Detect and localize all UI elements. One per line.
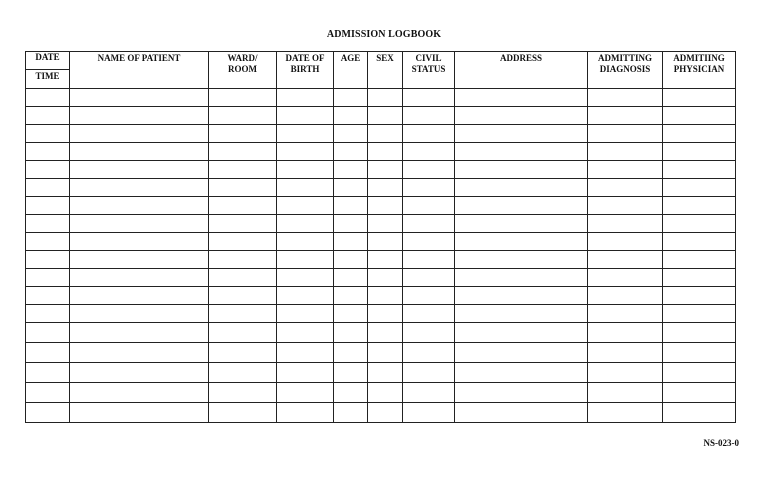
entry-cell-diagnosis[interactable]: [588, 251, 663, 269]
entry-cell-physician[interactable]: [663, 233, 736, 251]
entry-cell-age[interactable]: [334, 403, 368, 423]
entry-cell-age[interactable]: [334, 233, 368, 251]
entry-cell-dob[interactable]: [277, 107, 334, 125]
entry-cell-age[interactable]: [334, 125, 368, 143]
entry-cell-sex[interactable]: [368, 287, 403, 305]
entry-cell-civil[interactable]: [403, 383, 455, 403]
entry-cell-dob[interactable]: [277, 323, 334, 343]
entry-cell-address[interactable]: [455, 269, 588, 287]
entry-cell-address[interactable]: [455, 363, 588, 383]
entry-cell-name[interactable]: [70, 233, 209, 251]
entry-cell-name[interactable]: [70, 403, 209, 423]
entry-cell-ward[interactable]: [209, 363, 277, 383]
entry-cell-address[interactable]: [455, 161, 588, 179]
entry-cell-address[interactable]: [455, 287, 588, 305]
entry-cell-civil[interactable]: [403, 215, 455, 233]
entry-cell-diagnosis[interactable]: [588, 161, 663, 179]
entry-cell-ward[interactable]: [209, 323, 277, 343]
column-header-address: ADDRESS: [455, 52, 588, 89]
entry-cell-address[interactable]: [455, 197, 588, 215]
table-row: [26, 269, 736, 287]
entry-cell-diagnosis[interactable]: [588, 269, 663, 287]
entry-cell-date-time[interactable]: [26, 251, 70, 269]
entry-cell-physician[interactable]: [663, 179, 736, 197]
entry-cell-diagnosis[interactable]: [588, 383, 663, 403]
entry-cell-date-time[interactable]: [26, 125, 70, 143]
entry-cell-sex[interactable]: [368, 343, 403, 363]
entry-cell-physician[interactable]: [663, 269, 736, 287]
entry-cell-civil[interactable]: [403, 89, 455, 107]
entry-cell-physician[interactable]: [663, 383, 736, 403]
entry-cell-diagnosis[interactable]: [588, 233, 663, 251]
entry-cell-physician[interactable]: [663, 287, 736, 305]
entry-cell-dob[interactable]: [277, 363, 334, 383]
table-row: [26, 197, 736, 215]
entry-cell-physician[interactable]: [663, 215, 736, 233]
table-row: [26, 343, 736, 363]
entry-cell-date-time[interactable]: [26, 89, 70, 107]
entry-cell-address[interactable]: [455, 323, 588, 343]
entry-cell-ward[interactable]: [209, 215, 277, 233]
entry-cell-age[interactable]: [334, 89, 368, 107]
entry-cell-age[interactable]: [334, 343, 368, 363]
entry-cell-name[interactable]: [70, 343, 209, 363]
entry-cell-date-time[interactable]: [26, 143, 70, 161]
entry-cell-name[interactable]: [70, 89, 209, 107]
table-row: [26, 161, 736, 179]
entry-cell-sex[interactable]: [368, 269, 403, 287]
entry-cell-sex[interactable]: [368, 383, 403, 403]
entry-cell-physician[interactable]: [663, 197, 736, 215]
entry-cell-name[interactable]: [70, 161, 209, 179]
entry-cell-name[interactable]: [70, 107, 209, 125]
entry-cell-address[interactable]: [455, 107, 588, 125]
entry-cell-name[interactable]: [70, 197, 209, 215]
entry-cell-age[interactable]: [334, 143, 368, 161]
entry-cell-civil[interactable]: [403, 403, 455, 423]
entry-cell-civil[interactable]: [403, 323, 455, 343]
page-title: ADMISSION LOGBOOK: [326, 29, 442, 40]
entry-cell-physician[interactable]: [663, 89, 736, 107]
entry-cell-diagnosis[interactable]: [588, 197, 663, 215]
entry-cell-dob[interactable]: [277, 233, 334, 251]
table-row: [26, 125, 736, 143]
entry-cell-physician[interactable]: [663, 403, 736, 423]
entry-cell-address[interactable]: [455, 215, 588, 233]
entry-cell-date-time[interactable]: [26, 305, 70, 323]
entry-cell-sex[interactable]: [368, 125, 403, 143]
entry-cell-date-time[interactable]: [26, 107, 70, 125]
column-header-dob: DATE OF BIRTH: [277, 52, 334, 89]
entry-cell-civil[interactable]: [403, 251, 455, 269]
entry-cell-physician[interactable]: [663, 363, 736, 383]
entry-cell-age[interactable]: [334, 215, 368, 233]
entry-cell-address[interactable]: [455, 125, 588, 143]
entry-cell-ward[interactable]: [209, 143, 277, 161]
entry-cell-civil[interactable]: [403, 125, 455, 143]
entry-cell-diagnosis[interactable]: [588, 179, 663, 197]
entry-cell-physician[interactable]: [663, 107, 736, 125]
entry-cell-name[interactable]: [70, 179, 209, 197]
entry-cell-sex[interactable]: [368, 323, 403, 343]
entry-cell-address[interactable]: [455, 89, 588, 107]
entry-cell-dob[interactable]: [277, 161, 334, 179]
entry-cell-age[interactable]: [334, 287, 368, 305]
entry-cell-address[interactable]: [455, 179, 588, 197]
entry-cell-sex[interactable]: [368, 251, 403, 269]
entry-cell-sex[interactable]: [368, 197, 403, 215]
entry-cell-diagnosis[interactable]: [588, 89, 663, 107]
entry-cell-ward[interactable]: [209, 125, 277, 143]
entry-cell-name[interactable]: [70, 269, 209, 287]
entry-cell-civil[interactable]: [403, 287, 455, 305]
entry-cell-civil[interactable]: [403, 269, 455, 287]
entry-cell-age[interactable]: [334, 107, 368, 125]
entry-cell-physician[interactable]: [663, 251, 736, 269]
table-row: [26, 403, 736, 423]
entry-cell-age[interactable]: [334, 161, 368, 179]
entry-cell-ward[interactable]: [209, 179, 277, 197]
entry-cell-date-time[interactable]: [26, 287, 70, 305]
entry-cell-address[interactable]: [455, 305, 588, 323]
entry-cell-dob[interactable]: [277, 269, 334, 287]
entry-cell-dob[interactable]: [277, 305, 334, 323]
entry-cell-civil[interactable]: [403, 305, 455, 323]
entry-cell-dob[interactable]: [277, 143, 334, 161]
entry-cell-diagnosis[interactable]: [588, 305, 663, 323]
entry-cell-address[interactable]: [455, 343, 588, 363]
entry-cell-ward[interactable]: [209, 305, 277, 323]
entry-cell-ward[interactable]: [209, 343, 277, 363]
entry-cell-name[interactable]: [70, 251, 209, 269]
entry-cell-ward[interactable]: [209, 269, 277, 287]
table-row: [26, 363, 736, 383]
entry-cell-civil[interactable]: [403, 179, 455, 197]
table-row: [26, 305, 736, 323]
table-header-row: [26, 52, 736, 89]
entry-cell-name[interactable]: [70, 305, 209, 323]
entry-cell-dob[interactable]: [277, 251, 334, 269]
entry-cell-sex[interactable]: [368, 107, 403, 125]
entry-cell-diagnosis[interactable]: [588, 343, 663, 363]
entry-cell-age[interactable]: [334, 383, 368, 403]
entry-cell-name[interactable]: [70, 287, 209, 305]
entry-cell-address[interactable]: [455, 251, 588, 269]
table-row: [26, 383, 736, 403]
column-header-diagnosis: ADMITTING DIAGNOSIS: [588, 52, 663, 89]
entry-cell-sex[interactable]: [368, 305, 403, 323]
entry-cell-dob[interactable]: [277, 287, 334, 305]
entry-cell-ward[interactable]: [209, 161, 277, 179]
entry-cell-date-time[interactable]: [26, 179, 70, 197]
entry-cell-diagnosis[interactable]: [588, 107, 663, 125]
entry-cell-age[interactable]: [334, 251, 368, 269]
table-row: [26, 215, 736, 233]
entry-cell-diagnosis[interactable]: [588, 403, 663, 423]
entry-cell-ward[interactable]: [209, 89, 277, 107]
table-row: [26, 233, 736, 251]
entry-cell-dob[interactable]: [277, 343, 334, 363]
entry-cell-ward[interactable]: [209, 197, 277, 215]
entry-cell-sex[interactable]: [368, 233, 403, 251]
entry-cell-name[interactable]: [70, 215, 209, 233]
table-row: [26, 143, 736, 161]
entry-cell-physician[interactable]: [663, 125, 736, 143]
entry-cell-diagnosis[interactable]: [588, 215, 663, 233]
entry-cell-physician[interactable]: [663, 343, 736, 363]
entry-cell-civil[interactable]: [403, 107, 455, 125]
entry-cell-age[interactable]: [334, 269, 368, 287]
entry-cell-sex[interactable]: [368, 161, 403, 179]
column-header-date-time: [26, 52, 70, 89]
entry-cell-age[interactable]: [334, 305, 368, 323]
column-header-civil-status: CIVIL STATUS: [403, 52, 455, 89]
entry-cell-name[interactable]: [70, 363, 209, 383]
entry-cell-physician[interactable]: [663, 323, 736, 343]
column-header-physician: ADMITIING PHYSICIAN: [663, 52, 736, 89]
entry-cell-date-time[interactable]: [26, 383, 70, 403]
entry-cell-sex[interactable]: [368, 403, 403, 423]
entry-cell-name[interactable]: [70, 383, 209, 403]
column-header-name: NAME OF PATIENT: [70, 52, 209, 89]
form-code: NS-023-0: [703, 438, 739, 448]
entry-cell-diagnosis[interactable]: [588, 287, 663, 305]
entry-cell-ward[interactable]: [209, 383, 277, 403]
entry-cell-ward[interactable]: [209, 107, 277, 125]
table-body: [26, 89, 736, 423]
column-header-age: AGE: [334, 52, 368, 89]
admission-logbook-table: [25, 51, 736, 423]
table-row: [26, 107, 736, 125]
entry-cell-date-time[interactable]: [26, 161, 70, 179]
entry-cell-civil[interactable]: [403, 161, 455, 179]
entry-cell-physician[interactable]: [663, 161, 736, 179]
entry-cell-date-time[interactable]: [26, 403, 70, 423]
table-row: [26, 179, 736, 197]
entry-cell-address[interactable]: [455, 233, 588, 251]
entry-cell-diagnosis[interactable]: [588, 143, 663, 161]
entry-cell-sex[interactable]: [368, 363, 403, 383]
entry-cell-date-time[interactable]: [26, 343, 70, 363]
entry-cell-name[interactable]: [70, 143, 209, 161]
entry-cell-date-time[interactable]: [26, 197, 70, 215]
entry-cell-sex[interactable]: [368, 89, 403, 107]
entry-cell-date-time[interactable]: [26, 233, 70, 251]
entry-cell-civil[interactable]: [403, 197, 455, 215]
entry-cell-address[interactable]: [455, 383, 588, 403]
entry-cell-dob[interactable]: [277, 383, 334, 403]
entry-cell-date-time[interactable]: [26, 269, 70, 287]
entry-cell-ward[interactable]: [209, 233, 277, 251]
table-row: [26, 323, 736, 343]
entry-cell-address[interactable]: [455, 143, 588, 161]
entry-cell-physician[interactable]: [663, 143, 736, 161]
entry-cell-dob[interactable]: [277, 125, 334, 143]
entry-cell-address[interactable]: [455, 403, 588, 423]
entry-cell-dob[interactable]: [277, 215, 334, 233]
column-header-date: DATE: [26, 52, 69, 70]
entry-cell-age[interactable]: [334, 363, 368, 383]
table-row: [26, 287, 736, 305]
column-header-ward: WARD/ ROOM: [209, 52, 277, 89]
table-row: [26, 251, 736, 269]
entry-cell-ward[interactable]: [209, 287, 277, 305]
entry-cell-age[interactable]: [334, 179, 368, 197]
entry-cell-dob[interactable]: [277, 89, 334, 107]
entry-cell-dob[interactable]: [277, 179, 334, 197]
table-row: [26, 89, 736, 107]
entry-cell-physician[interactable]: [663, 305, 736, 323]
entry-cell-date-time[interactable]: [26, 323, 70, 343]
entry-cell-name[interactable]: [70, 323, 209, 343]
entry-cell-civil[interactable]: [403, 233, 455, 251]
entry-cell-age[interactable]: [334, 323, 368, 343]
entry-cell-name[interactable]: [70, 125, 209, 143]
entry-cell-civil[interactable]: [403, 343, 455, 363]
entry-cell-dob[interactable]: [277, 403, 334, 423]
entry-cell-sex[interactable]: [368, 179, 403, 197]
entry-cell-diagnosis[interactable]: [588, 363, 663, 383]
entry-cell-civil[interactable]: [403, 143, 455, 161]
entry-cell-civil[interactable]: [403, 363, 455, 383]
entry-cell-sex[interactable]: [368, 143, 403, 161]
entry-cell-date-time[interactable]: [26, 215, 70, 233]
entry-cell-dob[interactable]: [277, 197, 334, 215]
column-header-time: TIME: [35, 71, 60, 81]
entry-cell-age[interactable]: [334, 197, 368, 215]
entry-cell-sex[interactable]: [368, 215, 403, 233]
entry-cell-diagnosis[interactable]: [588, 323, 663, 343]
entry-cell-ward[interactable]: [209, 251, 277, 269]
entry-cell-diagnosis[interactable]: [588, 125, 663, 143]
entry-cell-date-time[interactable]: [26, 363, 70, 383]
column-header-sex: SEX: [368, 52, 403, 89]
entry-cell-ward[interactable]: [209, 403, 277, 423]
